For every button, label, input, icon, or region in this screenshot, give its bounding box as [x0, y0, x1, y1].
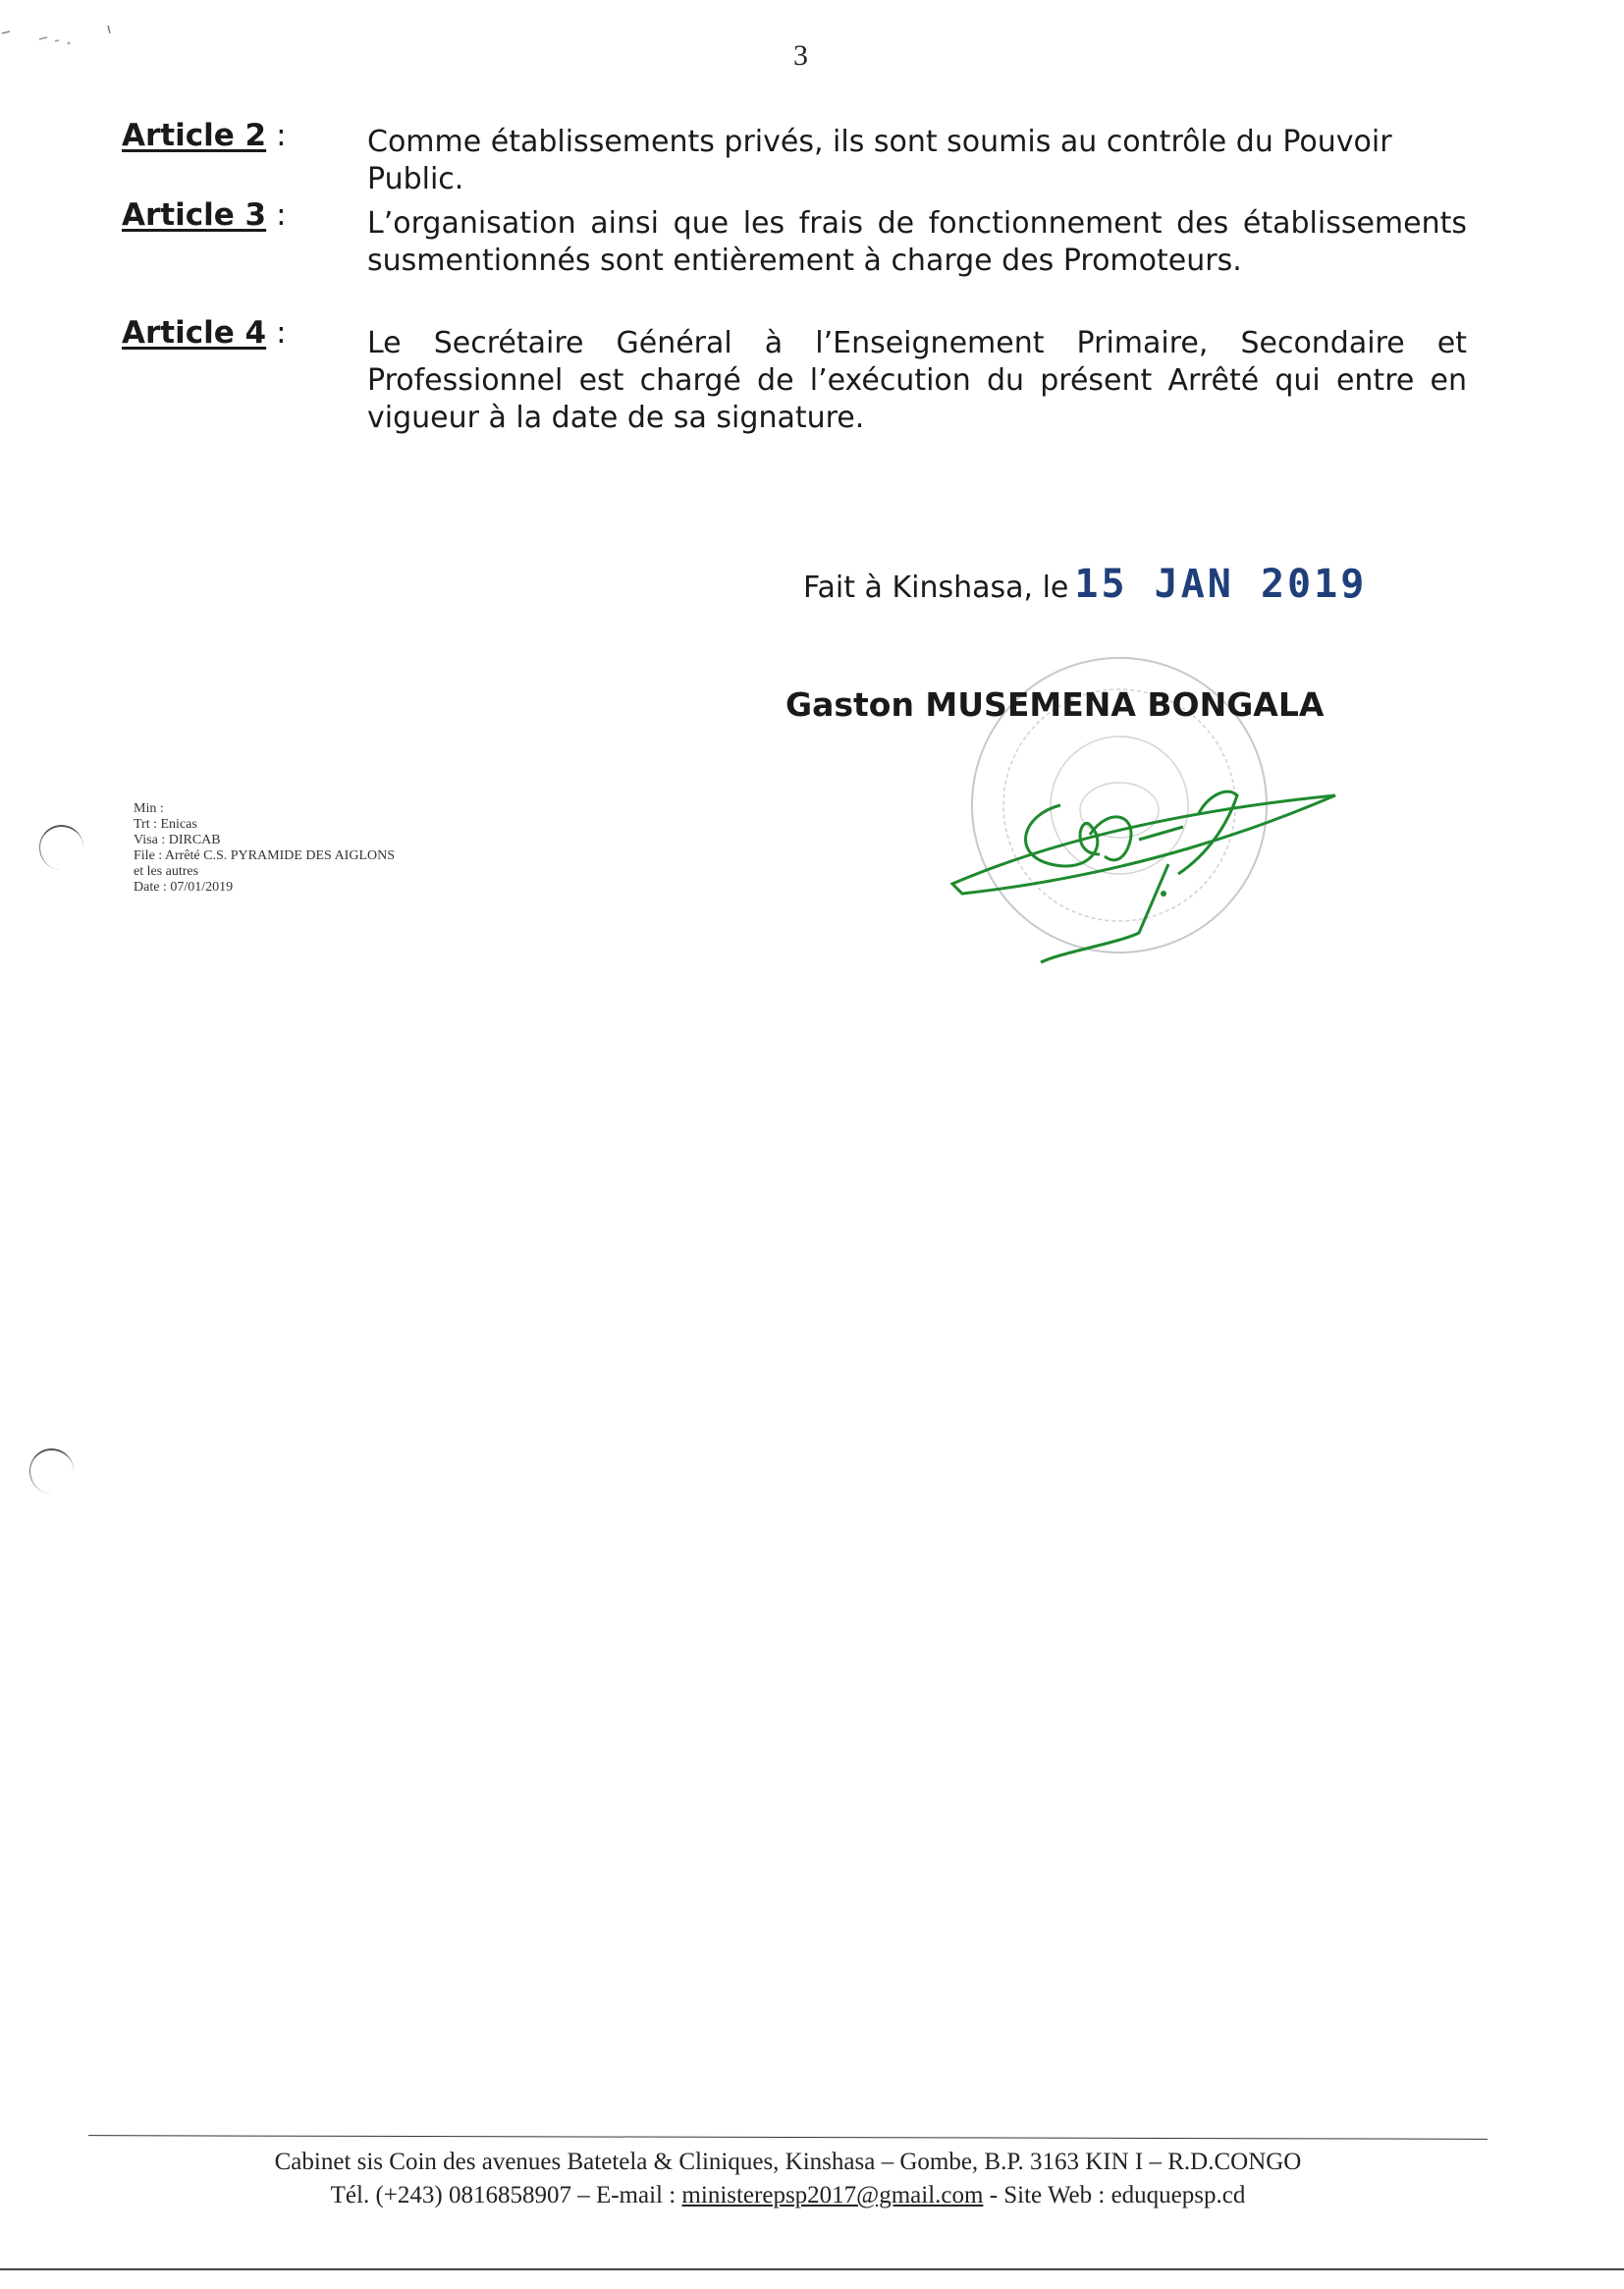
scan-specks — [0, 20, 137, 59]
article-colon: : — [276, 315, 287, 351]
article-colon: : — [276, 197, 287, 233]
meta-trt: Trt : Enicas — [134, 817, 197, 832]
handwritten-signature-icon — [943, 746, 1355, 982]
meta-date: Date : 07/01/2019 — [134, 880, 234, 895]
meta-file: File : Arrêté C.S. PYRAMIDE DES AIGLONS — [134, 848, 396, 863]
letterhead-footer — [88, 2146, 1488, 2212]
footer-email-link[interactable]: ministerepsp2017@gmail.com — [681, 2182, 984, 2208]
footer-divider — [88, 2135, 1488, 2140]
article-colon: : — [276, 118, 287, 153]
article-label — [122, 315, 287, 351]
page-number: 3 — [793, 39, 808, 72]
article-label-text: Article 3 — [122, 197, 267, 233]
footer-website: - Site Web : eduquepsp.cd — [989, 2182, 1246, 2208]
bottom-edge-rule — [0, 2268, 1624, 2270]
punch-hole-mark — [29, 1448, 74, 1494]
signatory-name: Gaston MUSEMENA BONGALA — [785, 685, 1325, 724]
article-text: Le Secrétaire Général à l’Enseignement Primaire, Secondaire et Professionnel est chargé de l’exécution du présent Arrêté qui entre en vigueur à la date de sa signature. — [367, 326, 1467, 435]
signing-place: Fait à Kinshasa, le — [803, 571, 1069, 605]
meta-file-cont: et les autres — [134, 864, 199, 879]
footer-tel: Tél. (+243) 0816858907 – E-mail : — [330, 2182, 677, 2208]
punch-hole-mark — [39, 825, 83, 870]
meta-min: Min : — [134, 801, 164, 816]
signing-place-date — [803, 562, 1367, 607]
footer-contact — [88, 2179, 1488, 2212]
article-label-text: Article 2 — [122, 118, 267, 153]
article-label — [122, 197, 287, 233]
footer-address: Cabinet sis Coin des avenues Batetela & Cliniques, Kinshasa – Gombe, B.P. 3163 KIN I – R.D.CONGO — [274, 2149, 1302, 2175]
article-label-text: Article 4 — [122, 315, 267, 351]
date-stamp: 15 JAN 2019 — [1074, 562, 1368, 607]
article-text: Comme établissements privés, ils sont soumis au contrôle du Pouvoir Public. — [367, 125, 1392, 196]
article-text: L’organisation ainsi que les frais de fonctionnement des établissements susmentionnés sont entièrement à charge des Promoteurs. — [367, 206, 1467, 278]
article-label — [122, 118, 287, 153]
meta-visa: Visa : DIRCAB — [134, 833, 221, 847]
reference-block — [134, 801, 395, 896]
